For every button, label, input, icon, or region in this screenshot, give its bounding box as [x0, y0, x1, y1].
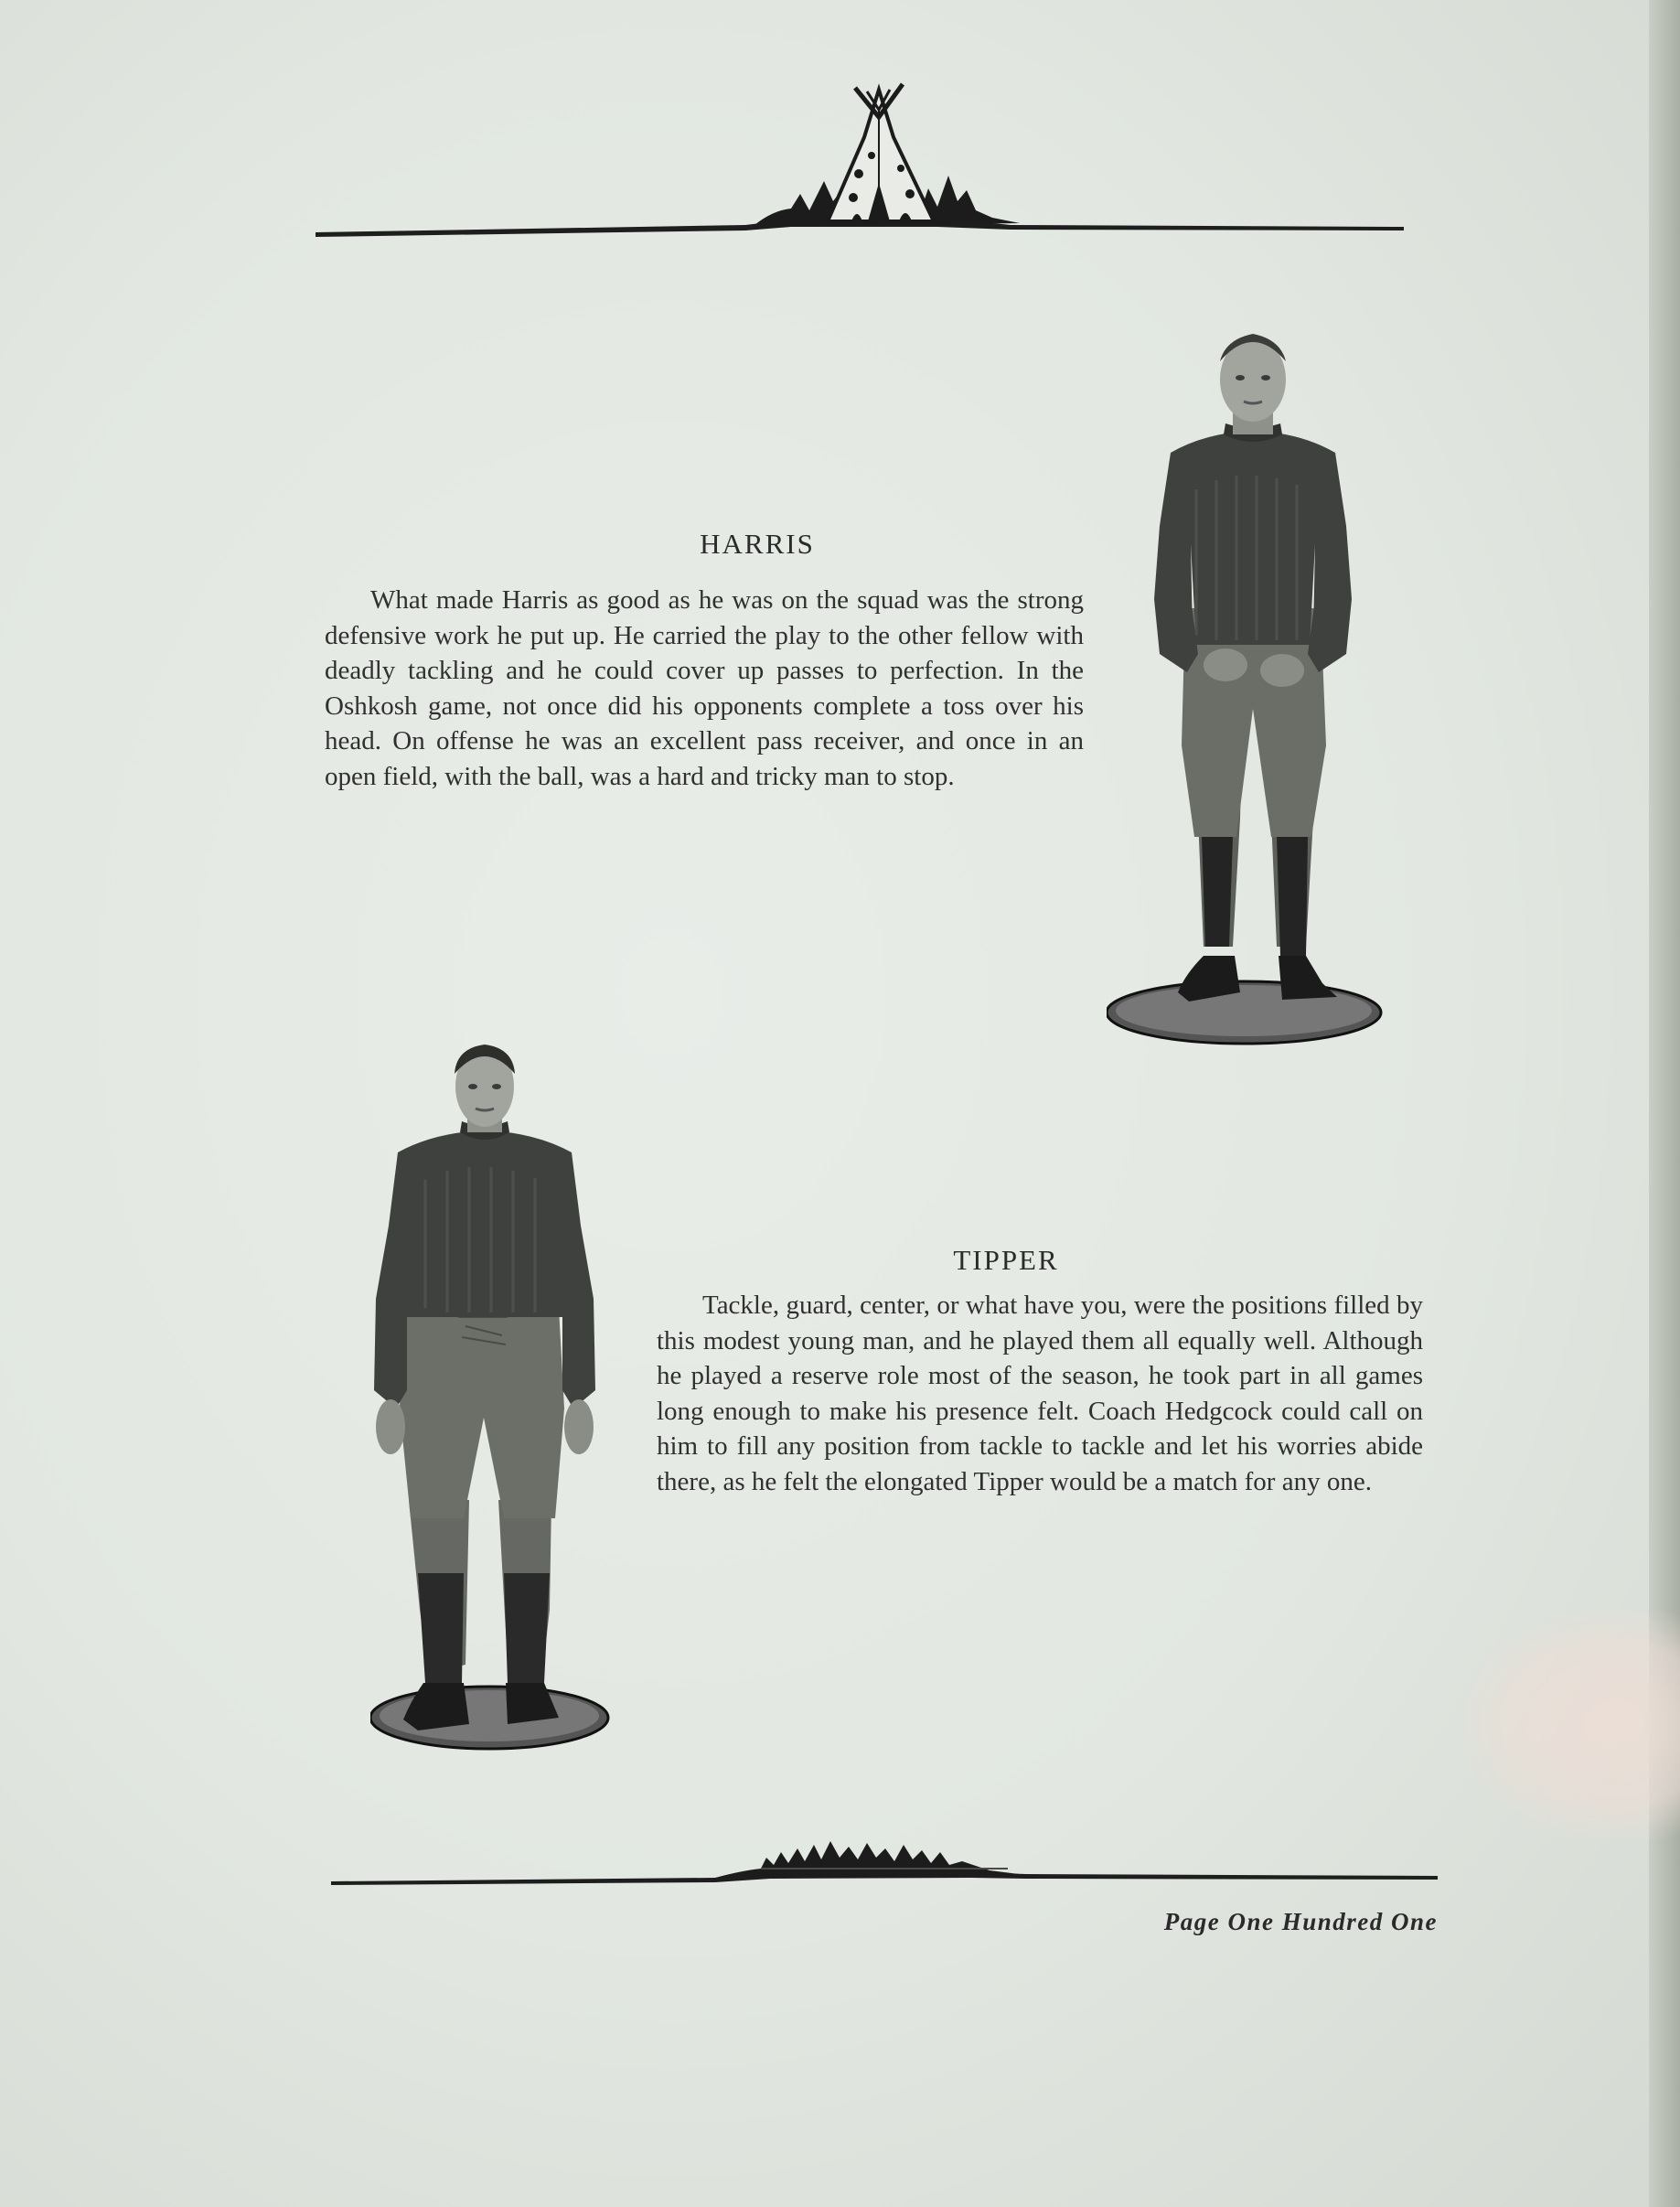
- page-number: Page One Hundred One: [1163, 1908, 1438, 1935]
- paper-stain: [1463, 1610, 1680, 1838]
- heading-harris: HARRIS: [700, 528, 815, 560]
- paragraph-tipper: Tackle, guard, center, or what have you, were the positions filled by this modest young man, and he played them all equally well. Although he played a reserve role most of the season, he took part in all games long enough to make his presence felt. Coach Hedgcock could call on him to fill any position from tackle to tackle and let his worries abide there, as he felt the elongated Tipper would be a match for any one.: [657, 1291, 1423, 1496]
- page-edge-shadow: [1649, 0, 1680, 2207]
- tipper-photo: [370, 1043, 617, 1756]
- heading-tipper: TIPPER: [953, 1244, 1059, 1276]
- treeline-icon: [331, 1825, 1438, 1889]
- harris-photo: [1107, 325, 1399, 1052]
- tepee-icon: [316, 73, 1404, 242]
- paragraph-harris: What made Harris as good as he was on the squad was the strong defensive work he put up. He carried the play to the other fellow with deadly tackling and he could cover up passes to perfection. In the Oshkosh game, not once did his opponents complete a toss over his head. On offense he was an excellent pass receiver, and once in an open field, with the ball, was a hard and tricky man to stop.: [325, 585, 1084, 791]
